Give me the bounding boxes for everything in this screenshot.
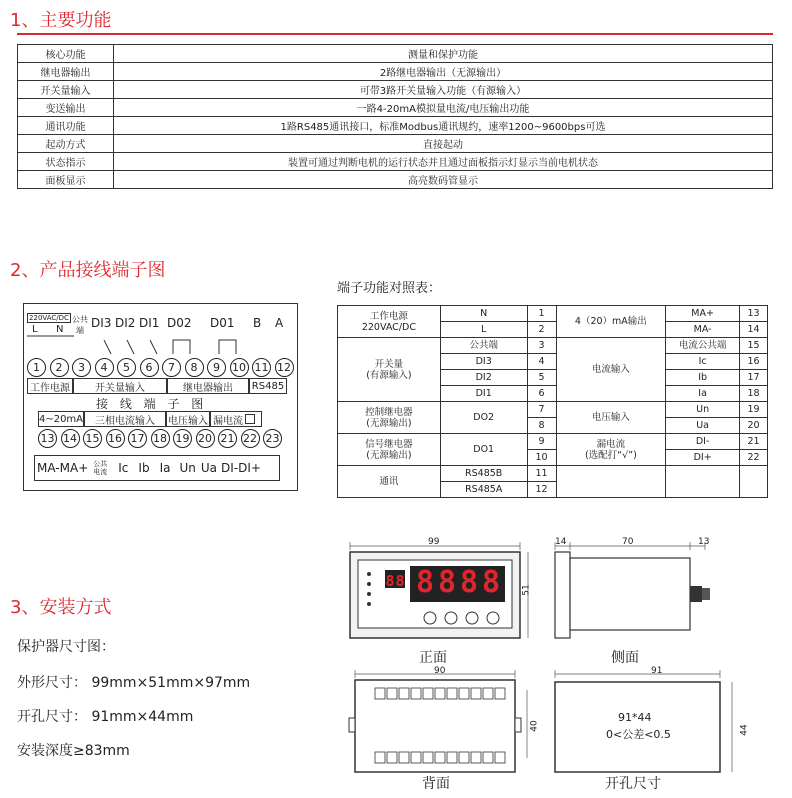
terminal-16: 16 [106,429,125,448]
feature-key: 通讯功能 [18,117,114,135]
terminal-12: 12 [275,358,294,377]
group-3ph: 三相电流输入 [84,411,166,427]
cell-text: (有源输入) [366,369,412,381]
common-current-label [93,460,107,476]
feature-value: 2路继电器输出（无源输出） [114,63,773,81]
ctrl-relay-cell [338,402,441,434]
terminal-11: 11 [252,358,271,377]
group-switch: 开关量输入 [73,378,167,394]
feature-key: 核心功能 [18,45,114,63]
table-row [18,45,773,63]
leak-checkbox [245,414,255,424]
cell: 20 [740,418,768,434]
cell: 电流输入 [556,338,666,402]
terminal-18: 18 [151,429,170,448]
table-row [18,117,773,135]
cell: DI1 [440,386,527,402]
feature-key: 面板显示 [18,171,114,189]
install-depth: 安装深度≥83mm [17,743,130,759]
cell: L [440,322,527,338]
cell: MA- [666,322,740,338]
D02-label: D02 [167,316,192,330]
terminal-19: 19 [173,429,192,448]
small-display-digit: 8 [385,572,395,590]
wiring-diagram [23,303,298,491]
terminal-4: 4 [95,358,114,377]
cell: DI- [666,434,740,450]
size-title: 保护器尺寸图： [17,639,115,655]
Ua-label: Ua [200,461,217,475]
terminal-3: 3 [72,358,91,377]
N-label: N [56,324,64,335]
cell: 电压输入 [556,402,666,434]
cell: 13 [740,306,768,322]
terminal-10: 10 [230,358,249,377]
cell-text: 开关量 [374,358,404,370]
hole-size-text: 91*44 [618,711,652,724]
Un-label: Un [179,461,196,475]
common2-bottom: 电流 [93,468,108,476]
feature-value: 可带3路开关量输入功能（有源输入） [114,81,773,99]
dim-90: 90 [434,666,446,676]
Ia-label: Ia [159,461,171,475]
terminal-row-bottom [38,429,286,448]
A-label: A [275,316,284,330]
feature-value: 一路4-20mA模拟量电流/电压输出功能 [114,99,773,117]
cell: 8 [527,418,556,434]
table-row [338,338,768,354]
cell-text: 漏电流 [596,438,626,450]
B-label: B [253,316,262,330]
table-row [338,306,768,322]
terminal-5: 5 [117,358,136,377]
cell: DO2 [440,402,527,434]
terminal-row-top [27,358,297,377]
group-volt: 电压输入 [166,411,210,427]
Ic-label: Ic [118,461,129,475]
table-row [338,434,768,450]
dim-40: 40 [529,720,540,732]
section-rule [17,33,773,35]
dim-91: 91 [651,666,663,676]
group-rs485: RS485 [249,378,287,394]
terminal-13: 13 [38,429,57,448]
feature-value: 测量和保护功能 [114,45,773,63]
dim-99: 99 [428,537,440,547]
feature-value: 1路RS485通讯接口，标准Modbus通讯规约，速率1200~9600bps可选 [114,117,773,135]
terminal-21: 21 [218,429,237,448]
side-view [545,538,725,648]
table-row [18,171,773,189]
back-view [345,668,535,776]
cell: 17 [740,370,768,386]
cell: 7 [527,402,556,418]
cell [556,466,666,498]
switch-cell [338,338,441,402]
terminal-table-title: 端子功能对照表： [337,281,442,296]
cell: DI2 [440,370,527,386]
table-row [338,466,768,482]
cell-text: (无源输出) [366,417,412,429]
cell: 6 [527,386,556,402]
cell: 19 [740,402,768,418]
cell: DO1 [440,434,527,466]
wiring-title: 接 线 端 子 图 [96,397,208,411]
feature-key: 变送输出 [18,99,114,117]
cell: RS485A [440,482,527,498]
cell: Ia [666,386,740,402]
section-title-features: 1、主要功能 [10,10,112,31]
cell: 11 [527,466,556,482]
cell: DI+ [666,450,740,466]
common2-top: 公共 [93,460,108,468]
cell [740,466,768,498]
terminal-17: 17 [128,429,147,448]
dim-13: 13 [698,537,710,547]
cutout-size: 开孔尺寸： 91mm×44mm [17,709,194,725]
DI3-label: DI3 [91,316,112,330]
feature-value: 装置可通过判断电机的运行状态并且通过面板指示灯显示当前电机状态 [114,153,773,171]
Ib-label: Ib [138,461,150,475]
terminal-1: 1 [27,358,46,377]
table-row [18,81,773,99]
display-digit: 8 [415,565,435,600]
cell [666,466,740,498]
MA-plus-label: MA+ [59,461,89,475]
terminal-23: 23 [263,429,282,448]
feature-table [17,44,773,189]
feature-value: 直接起动 [114,135,773,153]
cell: 5 [527,370,556,386]
terminal-9: 9 [207,358,226,377]
table-row [18,99,773,117]
display-digit: 8 [459,565,479,600]
feature-key: 起动方式 [18,135,114,153]
cell: MA+ [666,306,740,322]
DI-plus-label: DI+ [238,461,261,475]
cell: 15 [740,338,768,354]
cell: RS485B [440,466,527,482]
DI2-label: DI2 [115,316,136,330]
cell: 通讯 [338,466,441,498]
cell: 12 [527,482,556,498]
terminal-14: 14 [61,429,80,448]
D01-label: D01 [210,316,235,330]
table-row [18,153,773,171]
outer-size: 外形尺寸： 99mm×51mm×97mm [17,675,251,691]
cell: 4 [527,354,556,370]
power-label: 220VAC/DC [27,313,71,323]
group-relay: 继电器输出 [167,378,249,394]
cell: 18 [740,386,768,402]
front-caption: 正面 [419,650,447,666]
cell-text: 工作电源 [369,310,408,322]
leak-label: 漏电流 [213,415,243,427]
hole-caption: 开孔尺寸 [605,776,661,792]
common-top-label: 公共 [72,315,88,324]
table-row [338,402,768,418]
cell: Ua [666,418,740,434]
L-label: L [32,324,38,335]
feature-key: 状态指示 [18,153,114,171]
back-caption: 背面 [422,776,450,792]
cell: 1 [527,306,556,322]
dim-14: 14 [555,537,567,547]
table-row [18,135,773,153]
cell-text: 220VAC/DC [361,321,416,333]
section-title-install: 3、安装方式 [10,597,112,618]
group-leak [210,411,262,427]
terminal-20: 20 [196,429,215,448]
leak-cell [556,434,666,466]
DI1-label: DI1 [139,316,160,330]
cell: 14 [740,322,768,338]
power-cell [338,306,441,338]
group-power: 工作电源 [27,378,73,394]
hole-tolerance-text: 0<公差<0.5 [606,728,671,741]
MA-minus-label: MA- [37,461,60,475]
cell: 10 [527,450,556,466]
terminal-22: 22 [241,429,260,448]
small-display-digit: 8 [395,572,405,590]
terminal-6: 6 [140,358,159,377]
group-420: 4~20mA [38,411,84,427]
cell: 21 [740,434,768,450]
section-title-wiring: 2、产品接线端子图 [10,260,166,281]
feature-key: 开关量输入 [18,81,114,99]
side-caption: 侧面 [611,650,639,666]
wiring-lines [24,332,299,360]
terminal-table [337,305,768,498]
cell: 16 [740,354,768,370]
terminal-2: 2 [50,358,69,377]
dim-70: 70 [622,537,634,547]
cell-text: 信号继电器 [365,438,413,450]
terminal-15: 15 [83,429,102,448]
terminal-7: 7 [162,358,181,377]
dim-51: 51 [521,584,532,596]
cell-text: (选配打“√”) [584,449,637,461]
cell: 2 [527,322,556,338]
cell: 9 [527,434,556,450]
bottom-label-strip [34,455,280,481]
cell-text: 控制继电器 [365,406,413,418]
cell: 4（20）mA输出 [556,306,666,338]
dim-44: 44 [739,724,750,736]
display-digit: 8 [437,565,457,600]
cell: Un [666,402,740,418]
display-digit: 8 [481,565,501,600]
sig-relay-cell [338,434,441,466]
common-bottom-label: 端 [76,326,84,335]
cell: 公共端 [440,338,527,354]
cell: DI3 [440,354,527,370]
cell: Ic [666,354,740,370]
feature-key: 继电器输出 [18,63,114,81]
DI-minus-label: DI- [221,461,239,475]
table-row [18,63,773,81]
cell: 电流公共端 [666,338,740,354]
cell: 3 [527,338,556,354]
feature-value: 高亮数码管显示 [114,171,773,189]
cell: 22 [740,450,768,466]
cell-text: (无源输出) [366,449,412,461]
terminal-8: 8 [185,358,204,377]
cell: N [440,306,527,322]
cell: Ib [666,370,740,386]
